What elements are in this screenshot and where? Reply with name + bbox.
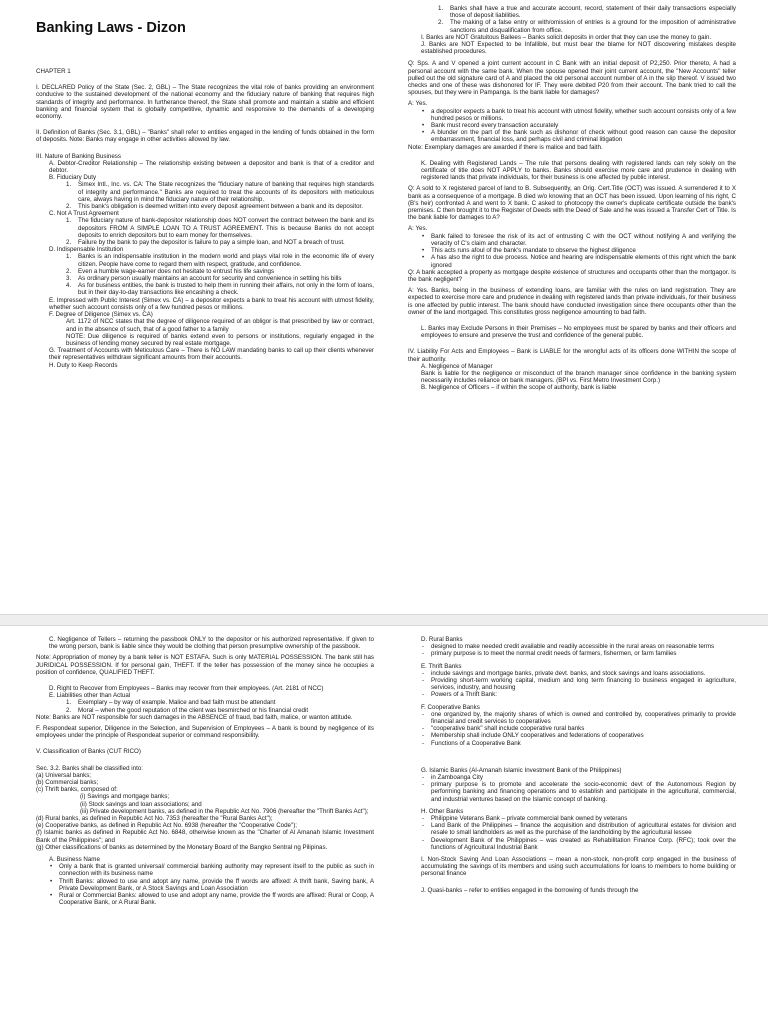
section-heading: V. Classification of Banks (CUT RICO) [36,748,141,756]
declared-policy-paragraph: I. DECLARED Policy of the State (Sec. 2, GBL) – The State recognizes the vital role of banks providing an environment conducive to the sustained development of the national economy and the fiduciary nature of banking that requires high standards of integrity and performance. In furtherance thereof, the State shall promote and maintain a stable and efficient banking and financial system that is globally competitive, dynamic and responsive to the demands of a developing economy. [36,84,374,121]
note-paragraph: Note: Exemplary damages are awarded if there is malice and bad faith. [408,143,603,151]
answer-label: A: Yes. [408,100,428,108]
list-item: 1. Simex Intl., Inc. vs. CA: The State recognizes the "fiduciary nature of banking that requires high standards of integrity and performance." Banks are required to treat the accounts of its depositors with meticulous care, always having in mind the fiduciary nature of their relationship. [66,181,374,203]
document-page-2 [0,626,768,1024]
list-item: 1. Banks is an indispensable institution in the modern world and plays vital role in the economic life of every citizen. People have come to regard them with respect, gratitude, and confidence. [66,253,374,268]
list-item: C. Not A Trust Agreement [49,210,119,218]
section-heading: IV. Liability For Acts and Employees – Bank is LIABLE for the wrongful acts of its officers done WITHIN the scope of their authority. [408,348,736,363]
list-item: 2. Failure by the bank to pay the depositor is failure to pay a simple loan, and NOT a breach of trust. [66,239,345,247]
note-paragraph: Note: Appropriation of money by a bank teller is NOT ESTAFA. Such is only MATERIAL POSSESSION. The bank still has JURIDICAL POSSESSION. If for personal gain, THEFT. If the teller has possession of the money since he occupies a position of confidence, QUALIFIED THEFT. [36,654,374,676]
list-item: 1. The fiduciary nature of bank-depositor relationship does NOT convert the contract between the bank and its depositors FROM A SIMPLE LOAN TO A TRUST AGREEMENT. This is because Banks do not accept deposits to enrich depositors but to earn money for themselves. [66,217,374,239]
bullet-item: - one organized by, the majority shares of which is owned and controlled by, cooperatives primarily to provide financial and credit services to cooperatives [422,710,736,726]
answer-label: A: Yes. [408,225,428,233]
question-paragraph: Q: Sps. A and V opened a joint current account in C Bank with an initial deposit of P2,250. Prior thereto, A had a personal account with the same bank. When the spouse opened their joint current account, the "New Accounts" teller pulled out the old signature card of A and placed the old personal account number of A in the slip thereof. V issued two checks and one of these was dishonored for IF. They were debited P20 from their account. The bank tried to call the spouses, but they were in Pampanga. Is the bank liable for damages? [408,60,736,97]
list-item: 3. As ordinary person usually maintains an account for security and convenience in settling his bills [66,275,342,283]
list-item: E. Thrift Banks [421,662,462,670]
list-item: 2. The making of a false entry or with/omission of entries is a ground for the imposition of administrative sanctions and disqualification from office. [438,19,736,34]
list-item: H. Duty to Keep Records [49,361,118,369]
list-item: K. Dealing with Registered Lands – The rule that persons dealing with registered lands can rely solely on the certificate of title does NOT APPLY to banks. Banks should exercise more care and prudence in dealing with registered lands that private individuals, for their business is one affected by public interest. [421,159,736,182]
list-item: D. Right to Recover from Employees – Banks may recover from their employees. (Art. 2181 of NCC) [49,685,324,693]
bullet-item: - in Zamboanga City [422,774,483,782]
section-text: Sec. 3.2. Banks shall be classified into: [36,764,143,772]
page2-right-column [408,626,736,898]
bullet-item: • A has also the right to due process. Notice and hearing are indispensable elements of this right which the bank ignored [422,254,736,269]
list-item: (ii) Stock savings and loan associations; and [80,800,202,808]
page2-left-column [36,626,374,907]
list-item: A. Negligence of Manager [421,362,493,370]
list-item: G. Islamic Banks (Al-Amanah Islamic Investment Bank of the Philippines) [421,766,622,774]
list-item: (g) Other classifications of banks as determined by the Monetary Board of the Bangko Sentral ng Pilipinas. [36,843,328,851]
bullet-item: • a depositor expects a bank to treat his account with utmost fidelity, whether such account consists only of a few hundred pesos or millions. [422,107,736,122]
bullet-item: - Philippine Veterans Bank – private commercial bank owned by veterans [422,815,628,823]
list-item: 1. Banks shall have a true and accurate account, record, statement of their daily transactions especially those of deposit liabilities. [438,5,736,20]
bullet-item: - Functions of a Cooperative Bank [422,739,521,747]
bullet-item: • Only a bank that is granted universal/ commercial banking authority may represent itself to the public as such in connection with its business name [50,863,374,878]
note-paragraph: Note: Banks are NOT responsible for such damages in the ABSENCE of fraud, bad faith, malice, or wanton attitude. [36,713,353,721]
bullet-item: - Providing short-term working capital, medium and long term financing to business engaged in agriculture, services, industry, and housing [422,677,736,692]
bullet-item: - primary purpose is to promote and accelerate the socio-economic devt of the Autonomous Region by performing banking and financing operations and to establish and participate in the agricultural, commercial, and industrial ventures based on the Islamic concept of banking. [422,781,736,803]
page-separator [0,614,768,626]
answer-paragraph: A: Yes. Banks, being in the business of extending loans, are familiar with the rules on land registration. They are expected to exercise more care and prudence in dealing with registered lands than private individuals, for their business is one affected by public interest. The bank should have conducted investigation since there occupants other than the owner of the land mortgaged. This constitutes gross negligence amounting to bad faith. [408,287,736,316]
list-item: D. Rural Banks [421,636,463,643]
definition-paragraph: II. Definition of Banks (Sec. 3.1, GBL) – "Banks" shall refer to entities engaged in the lending of funds obtained in the form of deposits. Note: Banks may engage in other activities allowed by law. [36,129,374,144]
list-item: 2. Moral – when the good reputation of the client was besmirched or his financial credit [66,706,309,714]
page1-right-column [408,0,736,392]
question-paragraph: Q: A sold to X registered parcel of land to B. Subsequently, an Orig. Cert.Title (OCT) was issued. A surrendered it to X bank as a consequence of a mortgage. B died w/o knowing that an OCT has been issued. Upon learning of his right, C (B's heir) confronted A and went to X bank. C asked to photocopy the owner's duplicate certificate outside the bank's premises. C then brought it to the Register of Deeds with the Deed of Sale and he was issued a Transfer Cert of Title. Is the bank liable for damages to A? [408,185,736,222]
bullet-item: • A blunder on the part of the bank such as dishonor of check without good reason can cause the depositor embarrassment, financial loss, and perhaps civil and criminal litigation [422,129,736,144]
bullet-item: - "cooperative bank" shall include cooperative rural banks [422,725,585,733]
list-item: (b) Commercial banks; [36,779,99,787]
list-item: 4. As for business entities, the bank is trusted to help them in running their affairs, not only in the form of loans, but in their day-to-day transactions like encashing a check. [66,282,374,297]
list-item: D. Indispensable Institution [49,246,124,254]
bullet-item: • Thrift Banks: allowed to use and adopt any name, provide the ff words are affixed: A thrift bank, Saving bank, A Private Development Bank, or A Stock Savings and Loan Association [50,877,374,892]
bullet-item: • Rural or Commercial Banks: allowed to use and adopt any name, provide the ff words are affixed: Rural or Coop, A Cooperative Bank, or A Rural Bank. [50,892,374,907]
list-item: 1. Exemplary – by way of example. Malice and bad faith must be attendant [66,699,276,707]
question-paragraph: Q: A bank accepted a property as mortgage despite existence of structures and occupants other than the mortgagor. Is the bank negligent? [408,268,736,283]
list-item: H. Other Banks [421,807,464,815]
list-item: (i) Savings and mortgage banks; [80,793,170,801]
chapter-heading: CHAPTER 1 [36,68,71,75]
bullet-item: - primary purpose is to meet the normal credit needs of farmers, fishermen, or farm families [422,650,677,658]
bullet-item: - include savings and mortgage banks, private devt. banks, and stock savings and loans associations. [422,669,706,677]
list-item: 2. Even a humble wage-earner does not hesitate to entrust his life savings [66,267,275,275]
document-title: Banking Laws - Dizon [36,20,186,36]
list-item: (f) Islamic banks as defined in Republic Act No. 6848, otherwise known as the "Charter of Al Amanah Islamic Investment Bank of the Philippines"; and [36,829,374,844]
list-item: G. Treatment of Accounts with Meticulous Care – There is NO LAW mandating banks to call up their clients whenever their representatives withdraw significant amounts from their accounts. [49,347,374,362]
list-item: (c) Thrift banks, composed of: [36,786,118,794]
list-item: NOTE: Due diligence is required of banks extend even to persons or institutions, regularly engaged in the business of lending money secured by real estate mortgage. [66,332,374,347]
list-item: E. Impressed with Public Interest (Simex vs. CA) – a depositor expects a bank to treat his account with utmost fidelity, whether such account consists only of a few hundred pesos or millions. [49,296,374,311]
list-item: B. Negligence of Officers – if within the scope of authority, bank is liable [421,384,617,392]
page1-left-column [36,0,374,369]
bullet-item: - Membership shall include ONLY cooperatives and federations of cooperatives [422,732,644,740]
list-item: E. Liabilities other than Actual [49,692,131,700]
list-item: J. Banks are NOT Expected to be Infallible, but must bear the blame for NOT discovering mistakes despite established procedures. [421,41,736,56]
list-item: F. Degree of Diligence (Simex vs. CA) [49,311,153,319]
list-item: J. Quasi-banks – refer to entities engaged in the borrowing of funds through the [421,886,639,894]
list-item: Bank is liable for the negligence or misconduct of the branch manager since confidence in the banking system necessarily includes reliance on bank managers. (BPI vs. First Metro Investment Corp.) [421,369,736,385]
list-item: A. Business Name [49,856,100,864]
list-item: B. Fiduciary Duty [49,174,97,182]
bullet-item: • This acts runs afoul of the bank's mandate to observe the highest diligence [422,247,636,255]
list-item: (a) Universal banks; [36,771,92,779]
list-item: I. Banks are NOT Gratuitous Bailees – Banks solicit deposits in order that they can use the money to gain. [421,33,712,41]
list-item: (e) Cooperative banks, as defined in Republic Act No. 6938 (hereafter the "Cooperative Code"); [36,822,297,830]
bullet-item: - designed to make needed credit available and readily accessible in the rural areas on reasonable terms [422,643,715,651]
list-item: (d) Rural banks, as defined in Republic Act No. 7353 (hereafter the "Rural Banks Act"); [36,815,273,823]
list-item: 2. This bank's obligation is deemed written into every deposit agreement between a bank and its depositor. [66,203,363,211]
bullet-item: • Bank must record every transaction accurately [422,122,559,130]
list-item: F. Cooperative Banks [421,703,480,711]
bullet-item: • Bank failed to foresee the risk of its act of entrusting C with the OCT without notifying A and verifying the veracity of C's claim and character. [422,232,736,247]
list-item: I. Non-Stock Saving And Loan Associations – mean a non-stock, non-profit corp engaged in the business of accumulating the savings of its members and using such accumulations for loans to members to home building or personal finance [421,856,736,878]
bullet-item: - Land Bank of the Philippines – finance the acquisition and distribution of agricultural estates for division and resale to small landholders as well as the purchase of the landholding by the agricultural lessee [422,822,736,837]
list-item: F. Respondeat superior, Diligence in the Selection, and Supervision of Employees – A bank is bound by negligence of its employees under the principle of Respondeat superior or command responsibility. [36,725,374,740]
bullet-item: - Development Bank of the Philippines – was created as Rehabilitation Finance Corp. (RFC); took over the functions of Agricultural Industrial Bank [422,836,736,851]
list-item: L. Banks may Exclude Persons in their Premises – No employees must be spared by banks and their officers and employees to ensure and preserve the trust and confidence of the general public. [421,324,736,340]
bullet-item: - Powers of a Thrift Bank: [422,691,497,699]
list-item: C. Negligence of Tellers – returning the passbook ONLY to the depositor or his authorized representative. If given to the wrong person, bank is liable since they would be clothing that person presumptive ownership of the passbook. [49,636,374,651]
section-heading: III. Nature of Banking Business [36,152,121,160]
list-item: (iii) Private development banks, as defined in the Republic Act No. 7906 (hereafter the "Thrift Banks Act"); [80,807,369,815]
list-item: A. Debtor-Creditor Relationship – The relationship existing between a depositor and bank is that of a creditor and debtor. [49,159,374,175]
list-item: Art. 1172 of NCC states that the degree of diligence required of an obligor is that prescribed by law or contract, and in the absence of such, that of a good father to a family [66,318,374,333]
